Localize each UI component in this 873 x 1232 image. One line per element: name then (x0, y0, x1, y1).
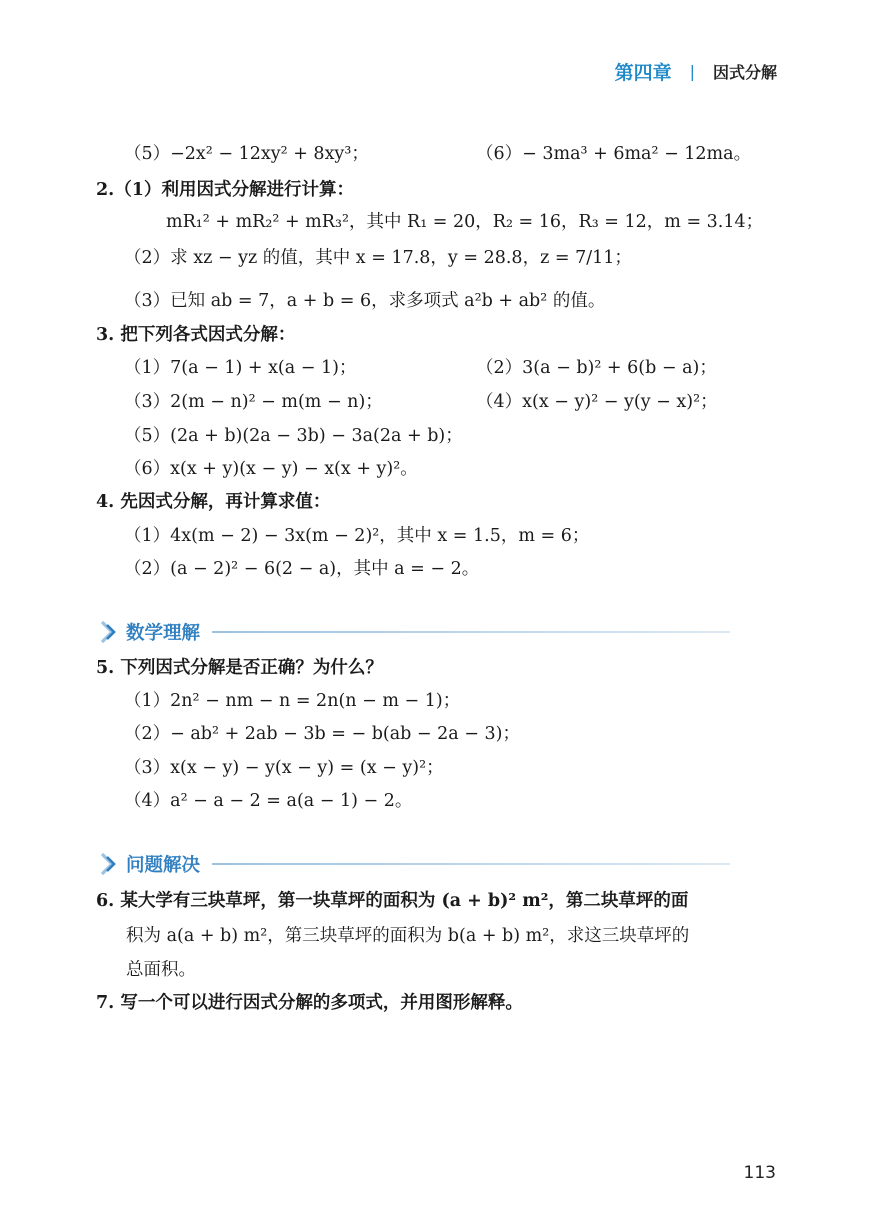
section-rule (212, 631, 730, 633)
exercise-4-1: （1）4x(m − 2) − 3x(m − 2)²，其中 x = 1.5，m = 6； (124, 526, 590, 546)
chapter-name: 因式分解 (712, 63, 777, 82)
chevron-right-icon (96, 619, 122, 645)
exercise-6-line-3: 总面积。 (126, 960, 196, 980)
section-title: 数学理解 (126, 623, 201, 644)
section-math-understanding (96, 619, 730, 645)
exercise-4-2: （2）(a − 2)² − 6(2 − a)，其中 a = − 2。 (124, 559, 480, 579)
exercise-2-1: 2.（1）利用因式分解进行计算： (96, 180, 354, 200)
exercise-3-4: （4）x(x − y)² − y(y − x)²； (476, 392, 718, 412)
exercise-3-3: （3）2(m − n)² − m(m − n)； (124, 392, 383, 412)
exercise-5-2: （2）− ab² + 2ab − 3b = − b(ab − 2a − 3)； (124, 724, 520, 744)
exercise-3-6: （6）x(x + y)(x − y) − x(x + y)²。 (124, 459, 418, 479)
exercise-3-title: 3. 把下列各式因式分解： (96, 325, 296, 345)
exercise-2-1-formula: mR₁² + mR₂² + mR₃²，其中 R₁ = 20，R₂ = 16，R₃ = 12，m = 3.14； (166, 212, 764, 232)
exercise-3-2: （2）3(a − b)² + 6(b − a)； (476, 358, 717, 378)
chapter-label: 第四章 (614, 62, 672, 84)
exercise-5-3: （3）x(x − y) − y(x − y) = (x − y)²； (124, 758, 444, 778)
section-title: 问题解决 (126, 855, 201, 876)
exercise-7: 7. 写一个可以进行因式分解的多项式，并用图形解释。 (96, 993, 523, 1013)
exercise-1-6: （6）− 3ma³ + 6ma² − 12ma。 (476, 144, 752, 164)
exercise-5-1: （1）2n² − nm − n = 2n(n − m − 1)； (124, 691, 461, 711)
exercise-3-1: （1）7(a − 1) + x(a − 1)； (124, 358, 357, 378)
section-problem-solving (96, 851, 730, 877)
section-rule (212, 863, 730, 865)
exercise-3-5: （5）(2a + b)(2a − 3b) − 3a(2a + b)； (124, 426, 463, 446)
exercise-1-5: （5）−2x² − 12xy² + 8xy³； (124, 144, 369, 164)
exercise-6-line-1: 6. 某大学有三块草坪，第一块草坪的面积为 (a + b)² m²，第二块草坪的面 (96, 891, 689, 911)
chevron-right-icon (96, 851, 122, 877)
exercise-5-title: 5. 下列因式分解是否正确？为什么？ (96, 658, 383, 678)
running-header (615, 58, 777, 85)
header-separator: | (689, 62, 695, 81)
exercise-4-title: 4. 先因式分解，再计算求值： (96, 492, 331, 512)
page-number: 113 (743, 1163, 776, 1183)
exercise-6-line-2: 积为 a(a + b) m²，第三块草坪的面积为 b(a + b) m²，求这三块草坪的 (126, 926, 690, 946)
exercise-5-4: （4）a² − a − 2 = a(a − 1) − 2。 (124, 791, 413, 811)
exercise-2-3: （3）已知 ab = 7，a + b = 6，求多项式 a²b + ab² 的值。 (124, 291, 606, 311)
exercise-2-2: （2）求 xz − yz 的值，其中 x = 17.8，y = 28.8，z = 7/11； (124, 248, 632, 268)
